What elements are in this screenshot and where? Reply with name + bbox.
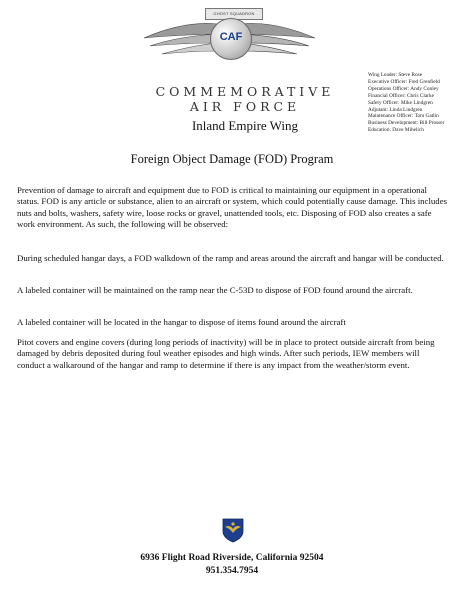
staff-list xyxy=(368,72,460,134)
document-title: Foreign Object Damage (FOD) Program xyxy=(130,152,334,166)
staff-line: Adjutant: Linda Lindgren xyxy=(368,106,423,113)
paragraph-intro: Prevention of damage to aircraft and equipment due to FOD is critical to maintaining our equipment in a operational status. FOD is any article or substance, alien to an aircraft or system, which could potentially cause damage. This includes nuts and bolts, washers, safety wire, loose rocks or gravel, unattended tools, etc. Disposing of FOD also creates a safe work environment. As such, the following will be observed: xyxy=(17,185,448,230)
staff-line: Operations Officer: Andy Conley xyxy=(368,85,439,92)
paragraph-ramp-container: A labeled container will be maintained on the ramp near the C-53D to dispose of FOD found around the aircraft. xyxy=(17,285,413,295)
air-force-emblem-icon xyxy=(222,517,244,543)
staff-line: Safety Officer: Mike Lindgren xyxy=(368,99,433,106)
footer-address: 6936 Flight Road Riverside, California 92504 xyxy=(140,553,324,563)
wing-name: Inland Empire Wing xyxy=(191,118,299,133)
staff-line: Education: Dave Mihelich xyxy=(368,127,424,134)
logo-banner-text: GHOST SQUADRON xyxy=(205,8,263,20)
caf-badge-icon xyxy=(210,18,252,60)
caf-badge-text: CAF xyxy=(219,31,243,43)
paragraph-hangar-container: A labeled container will be located in the hangar to dispose of items found around the aircraft xyxy=(17,317,346,327)
org-name-line1: COMMEMORATIVE xyxy=(155,84,335,99)
staff-line: Executive Officer: Fred Grenfield xyxy=(368,78,440,85)
org-name-line2: AIR FORCE xyxy=(189,99,301,114)
paragraph-hangar-days: During scheduled hangar days, a FOD walkdown of the ramp and areas around the aircraft and hangar will be conducted. xyxy=(17,253,444,263)
staff-line: Financial Officer: Chris Clarke xyxy=(368,92,434,99)
staff-line: Maintenance Officer: Tom Gatlin xyxy=(368,113,439,120)
caf-wings-logo xyxy=(150,6,310,86)
footer-phone: 951.354.7954 xyxy=(205,566,259,576)
paragraph-covers: Pitot covers and engine covers (during long periods of inactivity) will be in place to protect outside aircraft from being damaged by debris deposited during foul weather episodes and high winds. After such periods, IEW members will conduct a walkaround of the hangar and ramp to determine if there is any impact from the weather/storm event. xyxy=(17,337,435,370)
staff-line: Wing Leader: Steve Rose xyxy=(368,72,423,78)
right-wing-icon xyxy=(242,18,317,56)
left-wing-icon xyxy=(142,18,217,56)
organization-name xyxy=(150,84,340,114)
staff-line: Business Development: Bill Prosser xyxy=(368,120,445,127)
